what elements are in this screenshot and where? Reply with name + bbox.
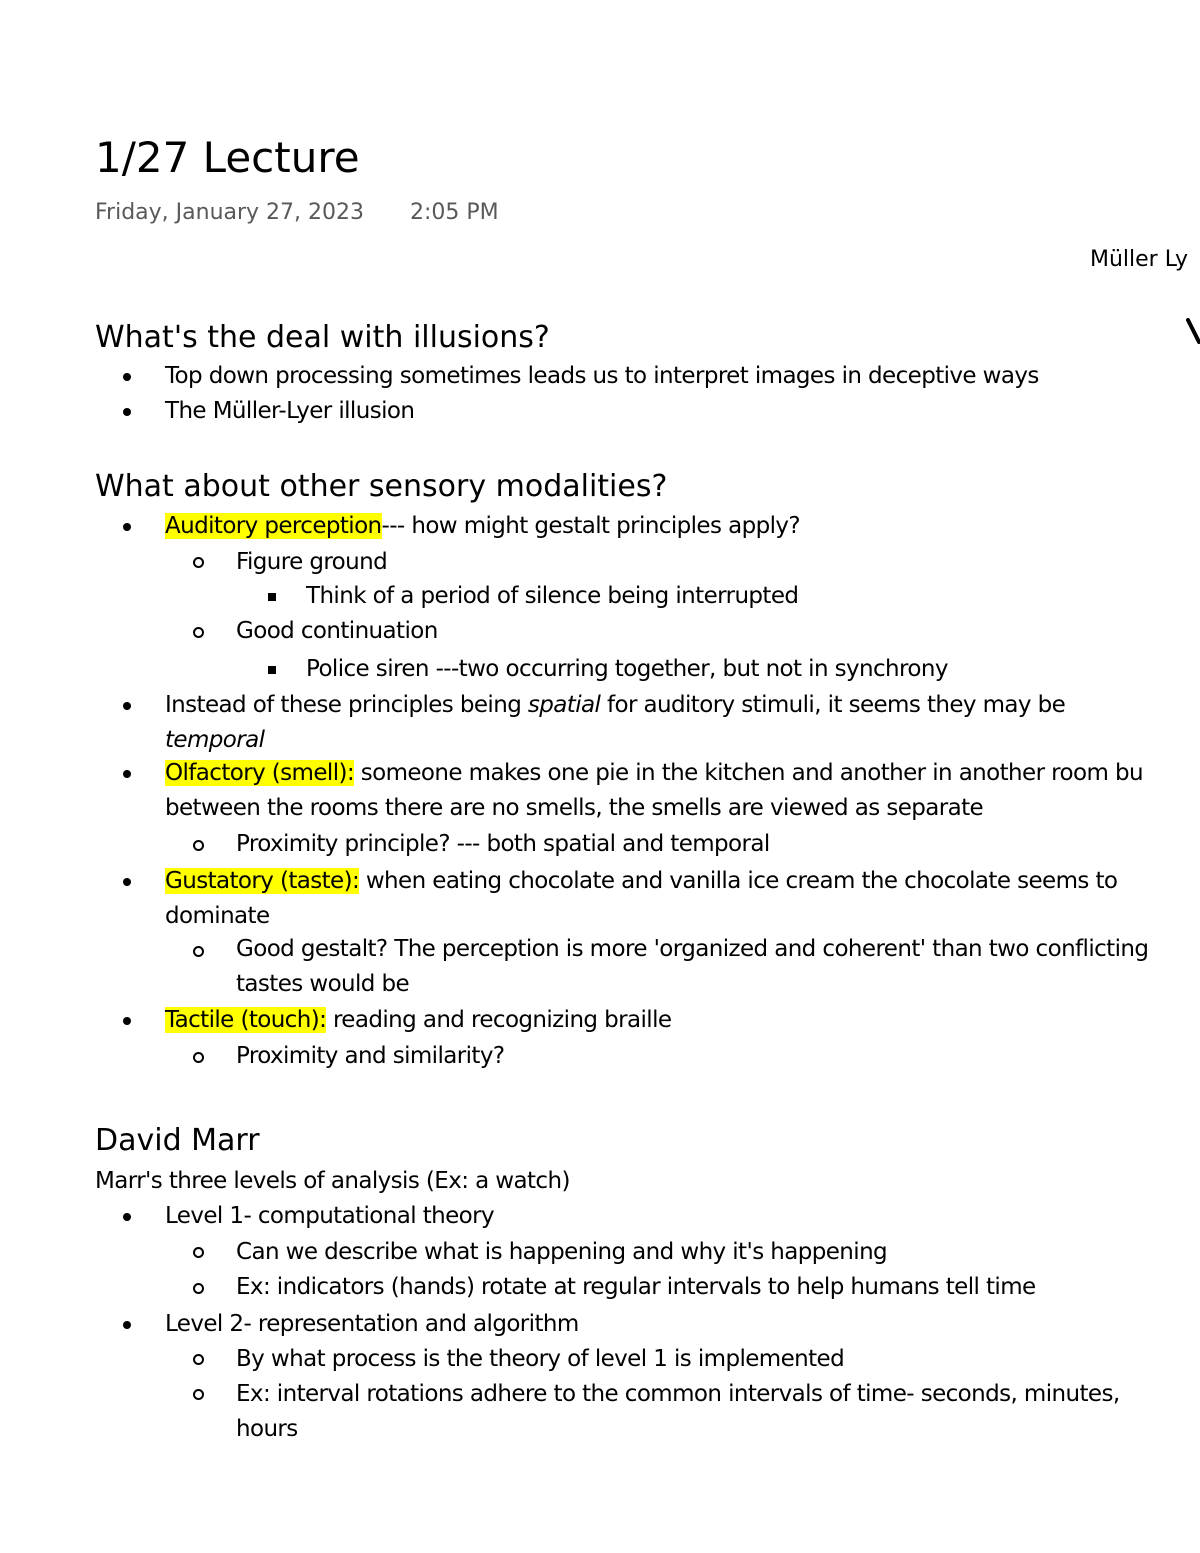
page-title: 1/27 Lecture (95, 133, 360, 182)
side-note-text: Müller Ly (1090, 247, 1188, 272)
list-item-level-1-example: Ex: indicators (hands) rotate at regular intervals to help humans tell time (236, 1274, 1036, 1300)
page-datetime (95, 198, 499, 228)
list-item-level-1-describe: Can we describe what is happening and why it's happening (236, 1239, 888, 1265)
list-item-instead (165, 689, 1065, 721)
bullet-icon (123, 373, 131, 381)
tactile-text: reading and recognizing braille (326, 1007, 672, 1033)
list-item-good-continuation: Good continuation (236, 618, 438, 644)
list-item: The Müller-Lyer illusion (165, 398, 415, 424)
highlight-auditory: Auditory perception (165, 513, 382, 539)
page-date: Friday, January 27, 2023 (95, 200, 365, 225)
gustatory-text: when eating chocolate and vanilla ice cream the chocolate seems to (359, 868, 1118, 894)
marr-intro: Marr's three levels of analysis (Ex: a watch) (95, 1168, 570, 1194)
circle-bullet-icon (193, 1247, 204, 1258)
circle-bullet-icon (193, 840, 204, 851)
bullet-icon (123, 1017, 131, 1025)
list-item-level-2-process: By what process is the theory of level 1 is implemented (236, 1346, 845, 1372)
section-heading-modalities: What about other sensory modalities? (95, 469, 668, 504)
list-item-gustatory (165, 865, 1117, 897)
bullet-icon (123, 878, 131, 886)
section-heading-marr: David Marr (95, 1123, 260, 1158)
bullet-icon (123, 408, 131, 416)
list-item-level-2-example: Ex: interval rotations adhere to the common intervals of time- seconds, minutes, (236, 1381, 1120, 1407)
instead-text-before: Instead of these principles being (165, 692, 528, 718)
list-item-olfactory (165, 757, 1143, 789)
highlight-olfactory: Olfactory (smell): (165, 760, 355, 786)
auditory-text: --- how might gestalt principles apply? (381, 513, 800, 539)
list-item-figure-ground: Figure ground (236, 549, 388, 575)
list-item-figure-ground-detail: Think of a period of silence being interrupted (306, 583, 799, 609)
circle-bullet-icon (193, 1389, 204, 1400)
spatial-italic: spatial (527, 692, 601, 718)
bullet-icon (123, 1321, 131, 1329)
section-heading-illusions: What's the deal with illusions? (95, 320, 550, 355)
list-item: Top down processing sometimes leads us to interpret images in deceptive ways (165, 363, 1039, 389)
bullet-icon (123, 770, 131, 778)
page-time: 2:05 PM (410, 200, 499, 225)
list-item-auditory (165, 510, 800, 542)
list-item-level-1: Level 1- computational theory (165, 1203, 495, 1229)
highlight-gustatory: Gustatory (taste): (165, 868, 360, 894)
list-item-level-2: Level 2- representation and algorithm (165, 1311, 579, 1337)
circle-bullet-icon (193, 1354, 204, 1365)
list-item-police-siren: Police siren ---two occurring together, but not in synchrony (306, 656, 948, 682)
circle-bullet-icon (193, 946, 204, 957)
circle-bullet-icon (193, 1283, 204, 1294)
list-item-instead-cont (165, 724, 264, 756)
mueller-lyer-sketch-icon (1186, 318, 1200, 346)
temporal-italic: temporal (165, 727, 265, 753)
good-gestalt-cont: tastes would be (236, 971, 410, 997)
square-bullet-icon (268, 593, 276, 601)
circle-bullet-icon (193, 557, 204, 568)
list-item-proximity-principle: Proximity principle? --- both spatial and temporal (236, 831, 770, 857)
square-bullet-icon (268, 666, 276, 674)
list-item-good-gestalt: Good gestalt? The perception is more 'organized and coherent' than two conflicting (236, 936, 1149, 962)
bullet-icon (123, 702, 131, 710)
instead-text-after: for auditory stimuli, it seems they may be (600, 692, 1066, 718)
highlight-tactile: Tactile (touch): (165, 1007, 327, 1033)
olfactory-text-cont: between the rooms there are no smells, the smells are viewed as separate (165, 795, 984, 821)
circle-bullet-icon (193, 1052, 204, 1063)
olfactory-text: someone makes one pie in the kitchen and another in another room bu (354, 760, 1143, 786)
gustatory-text-cont: dominate (165, 903, 270, 929)
list-item-proximity-similarity: Proximity and similarity? (236, 1043, 505, 1069)
bullet-icon (123, 1213, 131, 1221)
level-2-example-cont: hours (236, 1416, 298, 1442)
list-item-tactile (165, 1004, 671, 1036)
circle-bullet-icon (193, 627, 204, 638)
bullet-icon (123, 523, 131, 531)
